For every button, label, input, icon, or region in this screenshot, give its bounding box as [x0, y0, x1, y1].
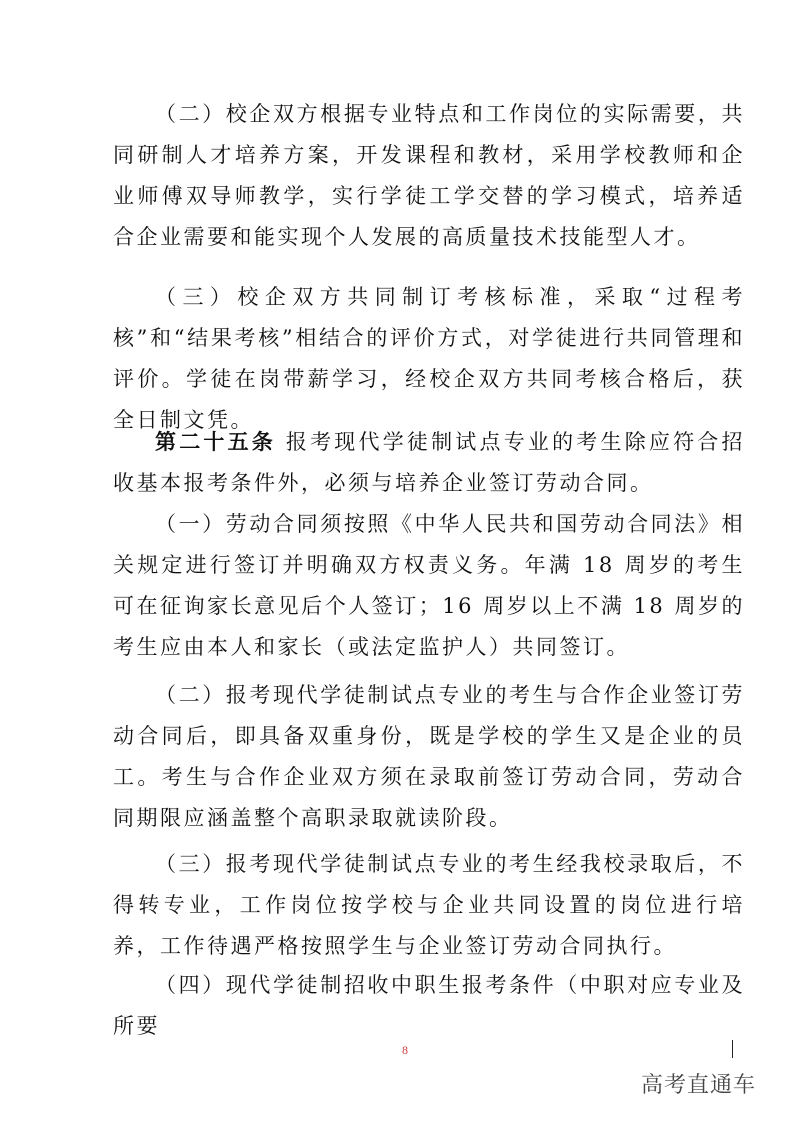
paragraph: （二）校企双方根据专业特点和工作岗位的实际需要，共同研制人才培养方案，开发课程和教材，采用学校教师和企业师傅双导师教学，实行学徒工学交替的学习模式，培养适合企业需要和能实现个人发展的高质量技术技能型人才。 — [113, 102, 745, 249]
article-25-paragraph — [113, 421, 745, 504]
margin-mark — [732, 1040, 733, 1058]
article-body: 报考现代学徒制试点专业的考生除应符合招收基本报考条件外，必须与培养企业签订劳动合同。 — [113, 430, 745, 495]
paragraph: （三）报考现代学徒制试点专业的考生经我校录取后，不得转专业，工作岗位按学校与企业共同设置的岗位进行培养，工作待遇严格按照学生与企业签订劳动合同执行。 — [113, 852, 745, 958]
watermark: 高考直通车 — [641, 1073, 757, 1098]
paragraph: （三）校企双方共同制订考核标准，采取“过程考核”和“结果考核”相结合的评价方式，对学徒进行共同管理和评价。学徒在岗带薪学习，经校企双方共同考核合格后，获全日制文凭。 — [113, 285, 745, 432]
page-number: 8 — [402, 1043, 408, 1057]
paragraph: （一）劳动合同须按照《中华人民共和国劳动合同法》相关规定进行签订并明确双方权责义务。年满 18 周岁的考生可在征询家长意见后个人签订；16 周岁以上不满 18 周岁的考生应由本人和家长（或法定监护人）共同签订。 — [113, 512, 745, 659]
paragraph: （四）现代学徒制招收中职生报考条件（中职对应专业及所要 — [113, 973, 745, 1038]
article-heading: 第二十五条 — [155, 429, 277, 454]
paragraph: （二）报考现代学徒制试点专业的考生与合作企业签订劳动合同后，即具备双重身份，既是学校的学生又是企业的员工。考生与合作企业双方须在录取前签订劳动合同，劳动合同期限应涵盖整个高职录取就读阶段。 — [113, 683, 745, 830]
